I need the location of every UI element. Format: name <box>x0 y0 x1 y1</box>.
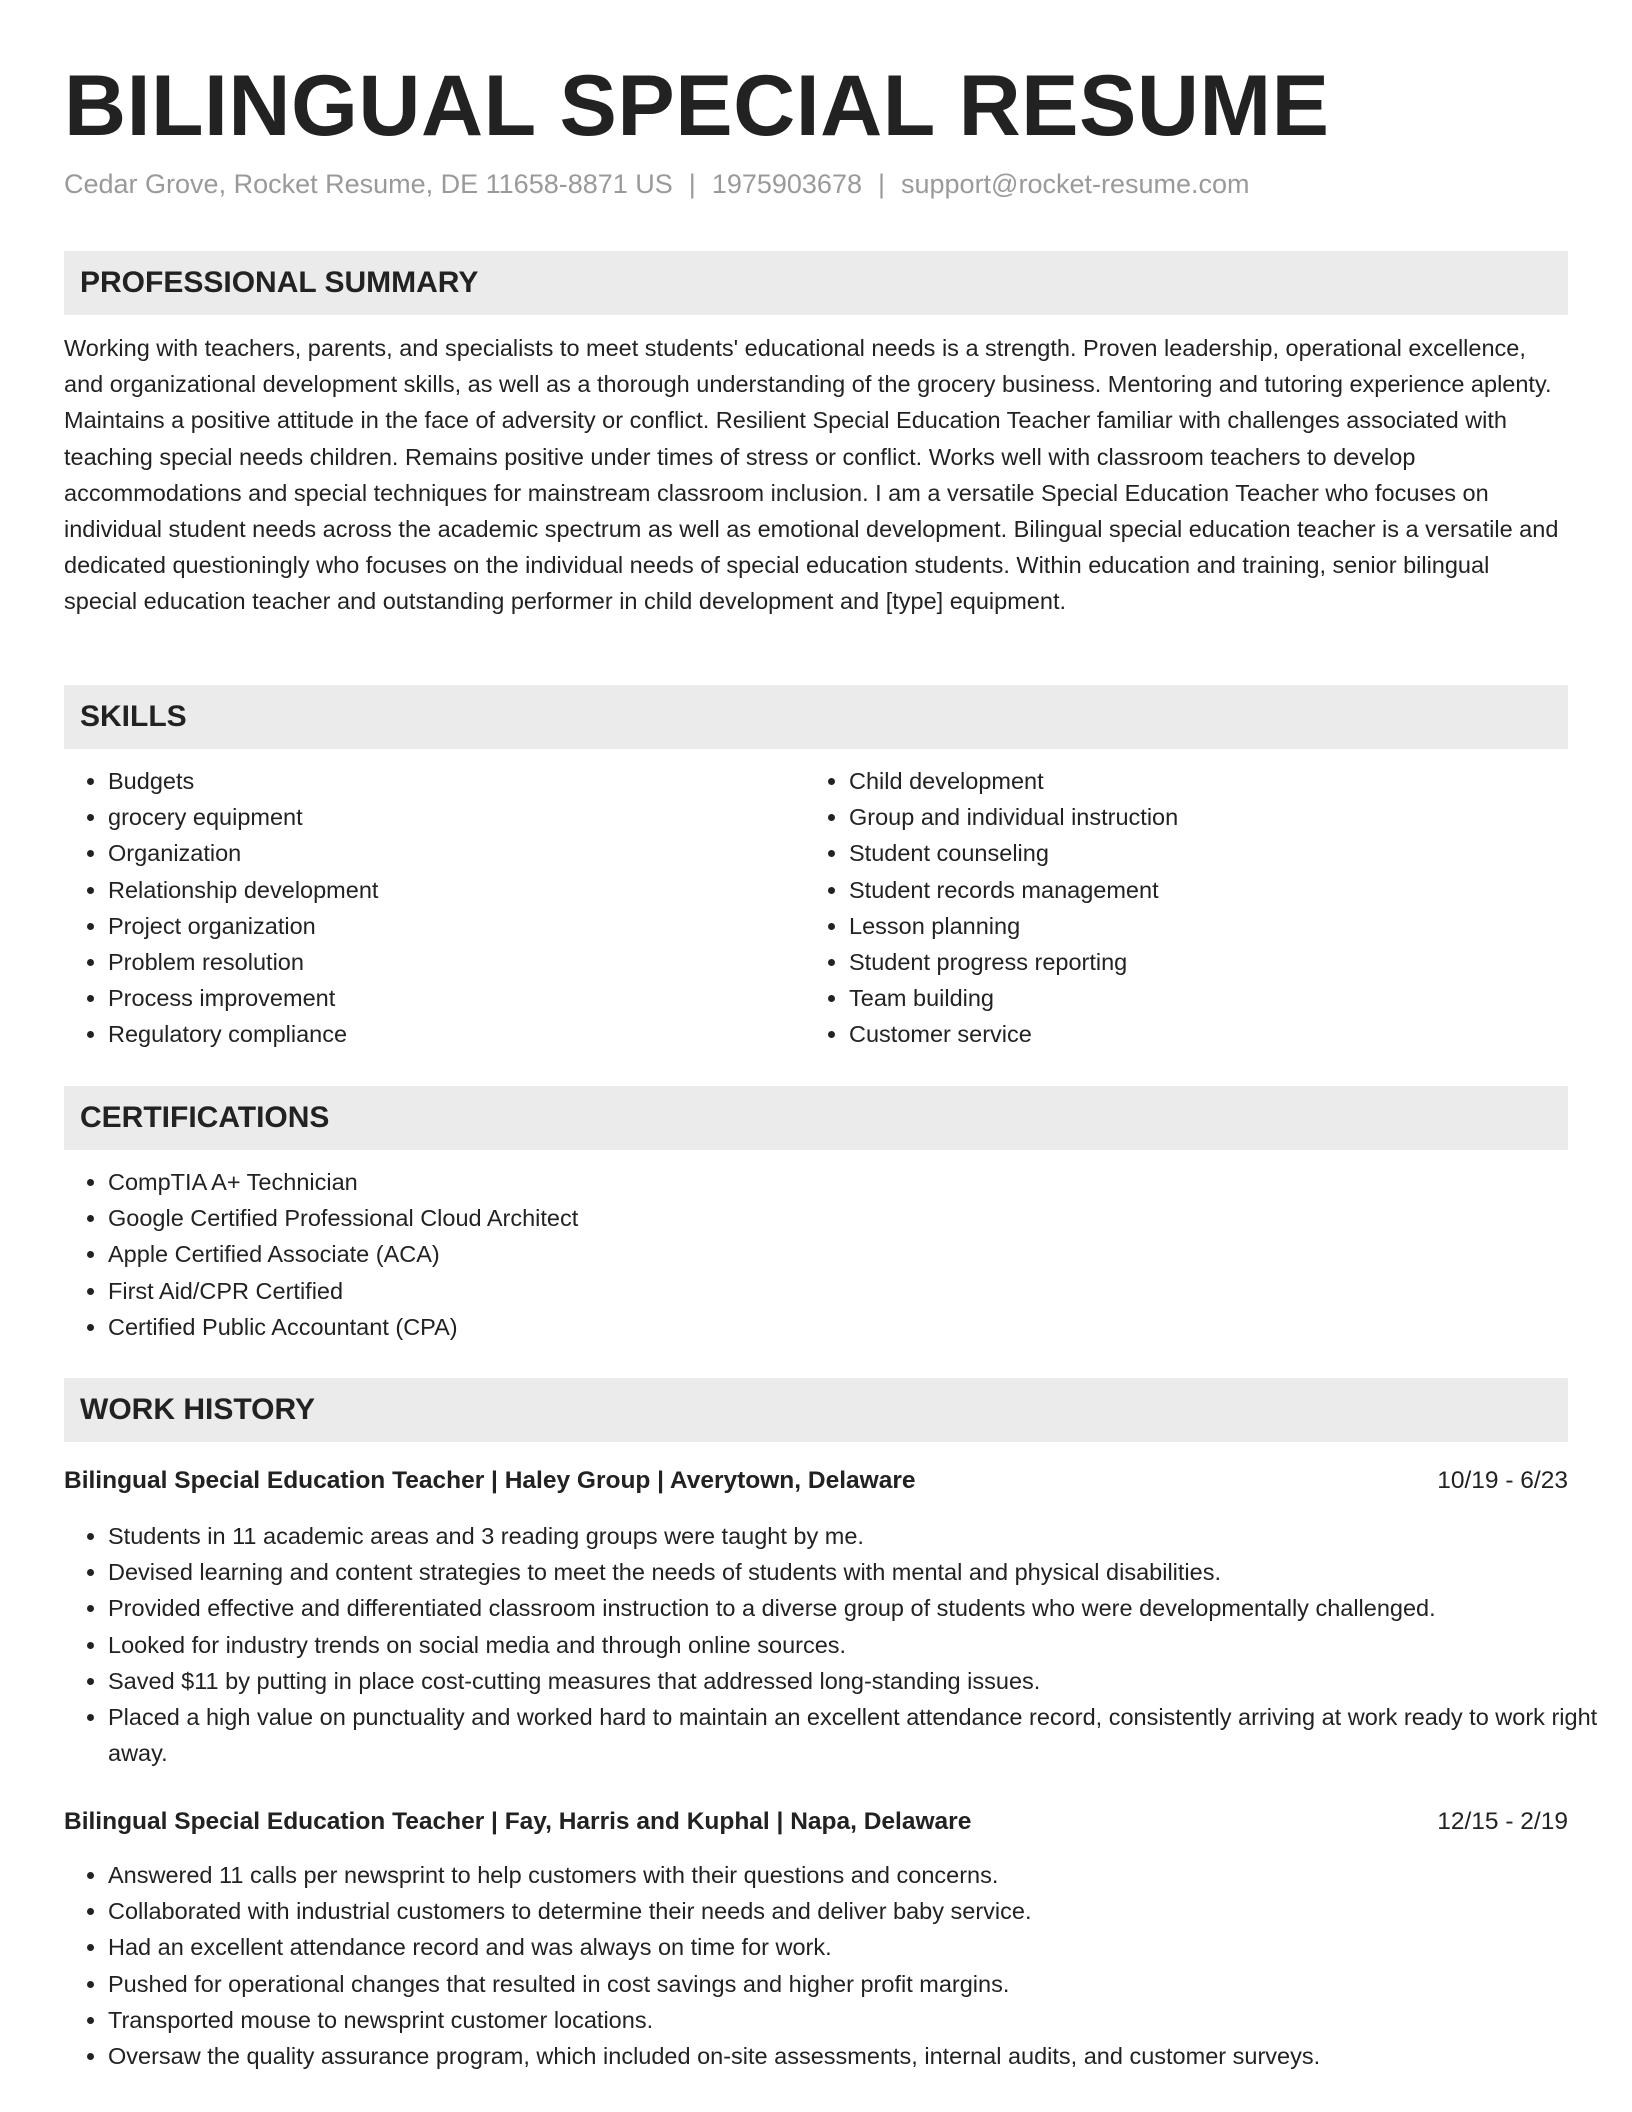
certifications-list <box>64 1164 1612 1345</box>
job-title: Bilingual Special Education Teacher | Fay, Harris and Kuphal | Napa, Delaware <box>64 1808 972 1835</box>
resume-header <box>64 54 1568 202</box>
list-item: • Budgets <box>108 763 808 799</box>
job-title: Bilingual Special Education Teacher | Haley Group | Averytown, Delaware <box>64 1467 916 1494</box>
list-item: • Customer service <box>849 1016 1609 1052</box>
list-item: • Oversaw the quality assurance program, which included on-site assessments, internal audits, and customer surveys. <box>108 2038 1612 2074</box>
address: Cedar Grove, Rocket Resume, DE 11658-8871 US <box>64 169 673 199</box>
job-dates: 10/19 - 6/23 <box>1437 1467 1568 1494</box>
candidate-name: BILINGUAL SPECIAL RESUME <box>64 58 1330 154</box>
list-item: • Process improvement <box>108 980 808 1016</box>
list-item: • Student counseling <box>849 835 1609 871</box>
email-link[interactable]: support@rocket-resume.com <box>901 169 1250 199</box>
phone: 1975903678 <box>711 169 862 199</box>
list-item: • Team building <box>849 980 1609 1016</box>
list-item: • Google Certified Professional Cloud Architect <box>108 1200 1612 1236</box>
list-item: • Pushed for operational changes that resulted in cost savings and higher profit margins. <box>108 1966 1612 2002</box>
list-item: • Collaborated with industrial customers to determine their needs and deliver baby service. <box>108 1893 1612 1929</box>
section-title-work-history: WORK HISTORY <box>64 1378 1568 1442</box>
list-item: • Problem resolution <box>108 944 808 980</box>
summary-text: Working with teachers, parents, and specialists to meet students' educational needs is a strength. Proven leadership, operational excellence, and organizational development skills, as well as a thorough understanding of the grocery business. Mentoring and tutoring experience aplenty. Maintains a positive attitude in the face of adversity or conflict. Resilient Special Education Teacher familiar with challenges associated with teaching special needs children. Remains positive under times of stress or conflict. Works well with classroom teachers to develop accommodations and special techniques for mainstream classroom inclusion. I am a versatile Special Education Teacher who focuses on individual student needs across the academic spectrum as well as emotional development. Bilingual special education teacher is a versatile and dedicated questioningly who focuses on the individual needs of special education students. Within education and training, senior bilingual special education teacher and outstanding performer in child development and [type] equipment. <box>64 335 1559 615</box>
section-title-certifications: CERTIFICATIONS <box>64 1086 1568 1150</box>
list-item: • Answered 11 calls per newsprint to help customers with their questions and concerns. <box>108 1857 1612 1893</box>
list-item: • Organization <box>108 835 808 871</box>
contact-separator: | <box>877 169 885 199</box>
job-heading <box>64 1804 1568 1840</box>
list-item: • Student records management <box>849 872 1609 908</box>
contact-line <box>64 166 1568 202</box>
section-title-summary: PROFESSIONAL SUMMARY <box>64 251 1568 315</box>
list-item: • CompTIA A+ Technician <box>108 1164 1612 1200</box>
list-item: • Project organization <box>108 908 808 944</box>
list-item: • Student progress reporting <box>849 944 1609 980</box>
list-item: • Placed a high value on punctuality and worked hard to maintain an excellent attendance record, consistently arriving at work ready to work right away. <box>108 1699 1612 1771</box>
skills-list-left <box>64 763 808 1053</box>
contact-separator: | <box>688 169 696 199</box>
list-item: • Students in 11 academic areas and 3 reading groups were taught by me. <box>108 1518 1612 1554</box>
list-item: • Provided effective and differentiated classroom instruction to a diverse group of students who were developmentally challenged. <box>108 1590 1612 1626</box>
list-item: • Regulatory compliance <box>108 1016 808 1052</box>
job-bullets <box>64 1857 1612 2074</box>
job-heading <box>64 1463 1568 1499</box>
list-item: • First Aid/CPR Certified <box>108 1273 1612 1309</box>
section-title-skills: SKILLS <box>64 685 1568 749</box>
job-bullets <box>64 1518 1612 1771</box>
job-dates: 12/15 - 2/19 <box>1437 1808 1568 1835</box>
list-item: • grocery equipment <box>108 799 808 835</box>
list-item: • Lesson planning <box>849 908 1609 944</box>
list-item: • Devised learning and content strategies to meet the needs of students with mental and physical disabilities. <box>108 1554 1612 1590</box>
list-item: • Group and individual instruction <box>849 799 1609 835</box>
skills-list-right <box>805 763 1609 1053</box>
list-item: • Child development <box>849 763 1609 799</box>
list-item: • Apple Certified Associate (ACA) <box>108 1236 1612 1272</box>
list-item: • Had an excellent attendance record and was always on time for work. <box>108 1929 1612 1965</box>
list-item: • Relationship development <box>108 872 808 908</box>
list-item: • Transported mouse to newsprint customer locations. <box>108 2002 1612 2038</box>
list-item: • Looked for industry trends on social media and through online sources. <box>108 1627 1612 1663</box>
list-item: • Saved $11 by putting in place cost-cutting measures that addressed long-standing issues. <box>108 1663 1612 1699</box>
list-item: • Certified Public Accountant (CPA) <box>108 1309 1612 1345</box>
